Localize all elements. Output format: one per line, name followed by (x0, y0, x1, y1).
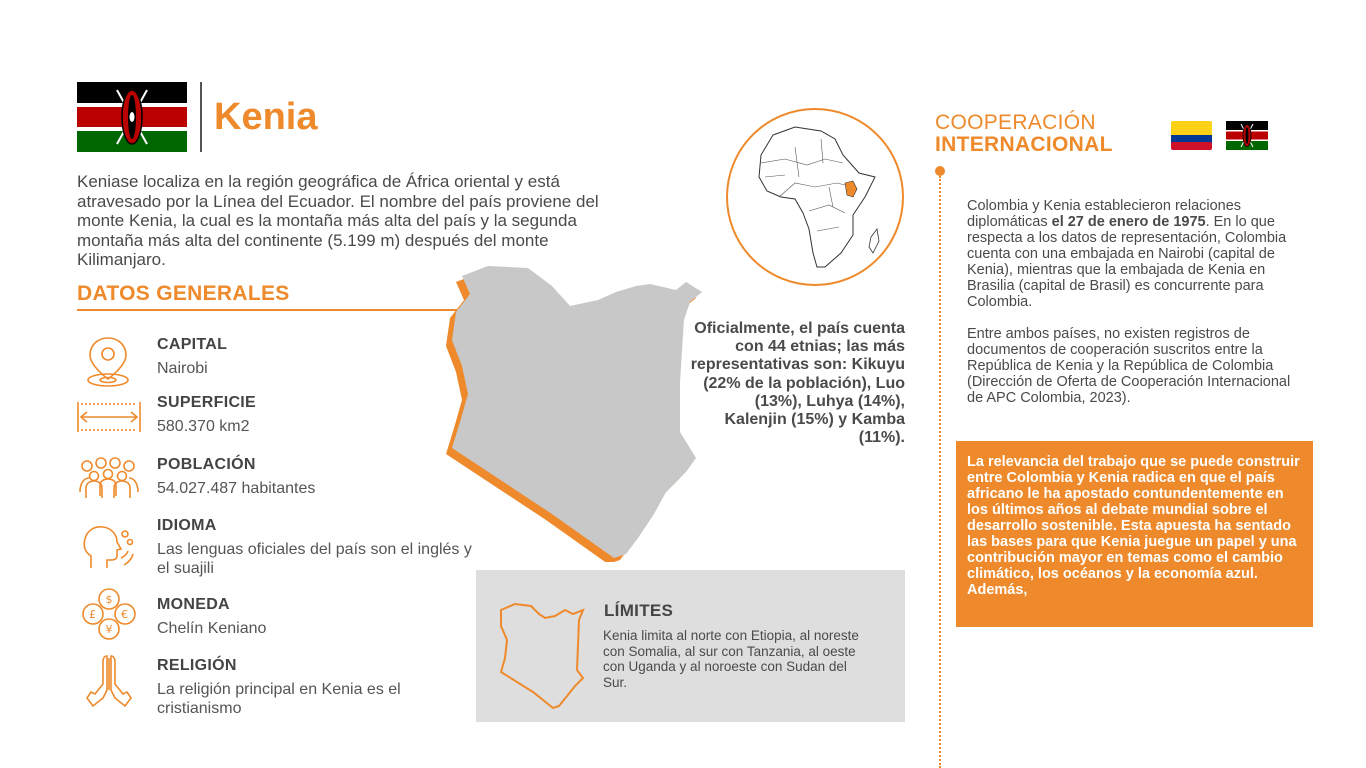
kenya-map (440, 262, 710, 562)
location-pin-icon (77, 335, 141, 389)
kenya-outline-icon (497, 600, 589, 710)
kenya-flag (77, 82, 187, 152)
cooperacion-p1-start: Colombia y Kenia establecieron relaciones diplomáticas (967, 198, 1242, 230)
moneda-value: Chelín Keniano (157, 620, 267, 637)
limites-heading: LÍMITES (604, 601, 674, 620)
superficie-label: SUPERFICIE (157, 394, 257, 411)
ruler-arrows-icon (77, 392, 141, 446)
etnias-text: Oficialmente, el país cuenta con 44 etnias; las más representativas son: Kikuyu (22% de la población), Luo (13%), Luhya (14%), Kalenjin (15%) y Kamba (11%). (690, 320, 905, 447)
svg-text:£: £ (89, 608, 96, 621)
currency-icon (77, 588, 141, 642)
timeline-dot (935, 166, 945, 176)
cooperacion-heading-line1: COOPERACIÓN (935, 111, 1096, 134)
colombia-flag (1171, 121, 1212, 150)
poblacion-label: POBLACIÓN (157, 456, 256, 473)
people-group-icon (77, 452, 141, 506)
idioma-value: Las lenguas oficiales del país son el inglés y el suajili (157, 541, 472, 577)
intro-paragraph: Keniase localiza en la región geográfica de África oriental y está atravesado por la Línea del Ecuador. El nombre del país proviene del monte Kenia, la cual es la montaña más alta del país y la segunda montaña más alta del continente (5.199 m) después del monte Kilimanjaro. (77, 172, 599, 269)
cooperacion-p1-date: el 27 de enero de 1975 (1051, 214, 1206, 230)
svg-text:$: $ (105, 593, 113, 606)
poblacion-value: 54.027.487 habitantes (157, 480, 316, 497)
speaking-head-icon (77, 518, 141, 572)
praying-hands-icon (77, 654, 141, 708)
capital-label: CAPITAL (157, 336, 228, 353)
highlight-text: La relevancia del trabajo que se puede construir entre Colombia y Kenia radica en que el país africano le ha apostado contundentemente en los últimos años al debate mundial sobre el desarrollo sostenible. Esta apuesta ha sentado las bases para que Kenia juegue un papel y una contribución mayor en temas como el cambio climático, los océanos y la economía azul. Además, (967, 454, 1300, 598)
cooperacion-paragraph-1 (967, 198, 1302, 310)
cooperacion-p1-end: . En lo que respecta a los datos de representación, Colombia cuenta con una embajada en Nairobi (capital de Kenia), mientras que la embajada de Kenia en Brasilia (capital de Brasil) es concurrente para Colombia. (967, 214, 1287, 310)
africa-locator-map (725, 107, 905, 287)
title-divider (200, 82, 202, 152)
cooperacion-paragraph-2: Entre ambos países, no existen registros de documentos de cooperación suscritos entre la República de Kenia y la República de Colombia (Dirección de Oferta de Cooperación Internacional de APC Colombia, 2023). (967, 326, 1291, 406)
idioma-label: IDIOMA (157, 517, 217, 534)
svg-text:¥: ¥ (105, 623, 113, 636)
religion-label: RELIGIÓN (157, 657, 237, 674)
svg-text:€: € (121, 608, 128, 621)
datos-generales-heading: DATOS GENERALES (77, 282, 290, 305)
datos-divider (77, 309, 467, 311)
limites-text: Kenia limita al norte con Etiopia, al noreste con Somalia, al sur con Tanzania, al oeste con Uganda y al noroeste con Sudan del Sur. (603, 628, 859, 690)
capital-value: Nairobi (157, 360, 208, 377)
kenya-flag-small (1226, 121, 1268, 150)
religion-value: La religión principal en Kenia es el cristianismo (157, 681, 401, 717)
cooperacion-heading-line2: INTERNACIONAL (935, 133, 1113, 156)
superficie-value: 580.370 km2 (157, 418, 250, 435)
page-title: Kenia (214, 96, 318, 138)
moneda-label: MONEDA (157, 596, 230, 613)
timeline-line (939, 176, 941, 768)
